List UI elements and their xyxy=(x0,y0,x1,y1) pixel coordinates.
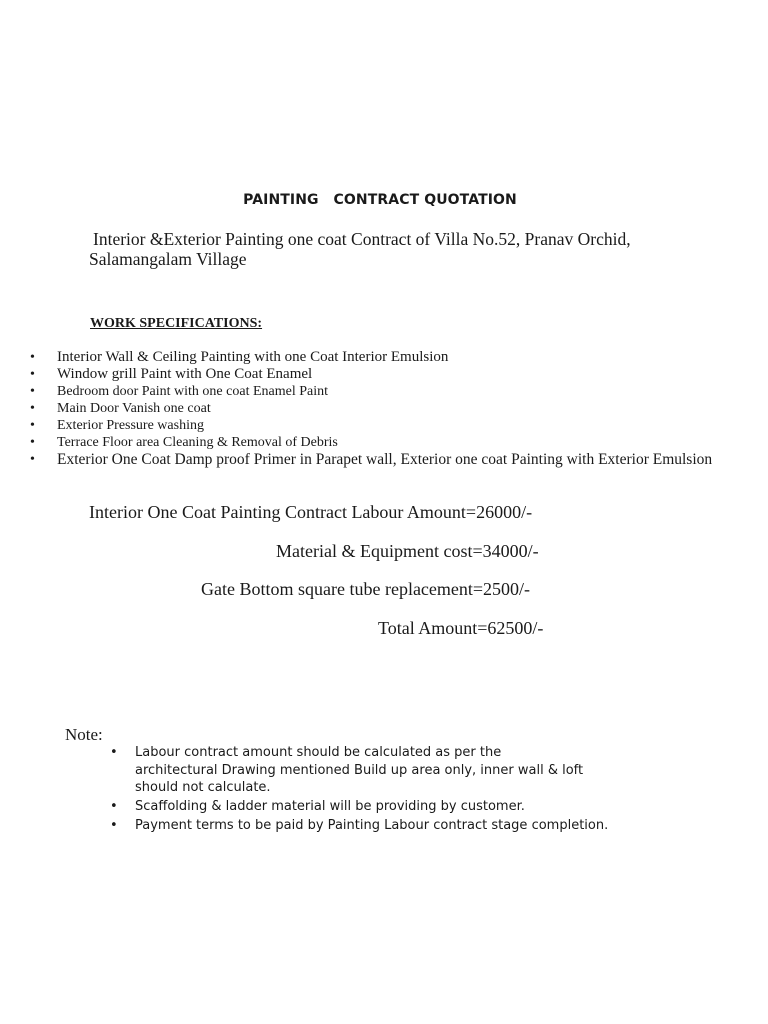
list-item xyxy=(30,383,712,400)
specifications-list xyxy=(30,349,712,468)
list-item xyxy=(30,349,712,366)
labour-amount: Interior One Coat Painting Contract Labour Amount=26000/- xyxy=(89,502,533,522)
specification-text: Exterior Pressure washing xyxy=(57,418,204,433)
list-item xyxy=(110,744,585,797)
bullet-icon: • xyxy=(30,418,35,433)
bullet-icon: • xyxy=(30,435,35,450)
bullet-icon: • xyxy=(30,452,35,467)
list-item xyxy=(30,417,712,434)
document-subtitle xyxy=(89,230,689,269)
notes-list xyxy=(110,744,610,836)
bullet-icon: • xyxy=(30,401,35,416)
note-text: Scaffolding & ladder material will be providing by customer. xyxy=(135,799,525,814)
subtitle-line-2: Salamangalam Village xyxy=(89,248,247,269)
list-item xyxy=(30,434,712,451)
note-text: Labour contract amount should be calculated as per the architectural Drawing mentioned Build up area only, inner wall & loft should not calculate. xyxy=(135,745,584,795)
bullet-icon: • xyxy=(30,384,35,399)
note-text: Payment terms to be paid by Painting Labour contract stage completion. xyxy=(135,818,609,833)
note-label: Note: xyxy=(65,725,103,744)
material-amount: Material & Equipment cost=34000/- xyxy=(276,541,539,561)
list-item xyxy=(30,366,712,383)
specification-text: Main Door Vanish one coat xyxy=(57,401,211,416)
list-item xyxy=(30,400,712,417)
bullet-icon: • xyxy=(110,745,118,760)
gate-amount: Gate Bottom square tube replacement=2500/- xyxy=(201,579,531,599)
specification-text: Interior Wall & Ceiling Painting with one Coat Interior Emulsion xyxy=(57,349,449,365)
list-item xyxy=(110,817,610,835)
specification-text: Bedroom door Paint with one coat Enamel Paint xyxy=(57,384,329,399)
list-item xyxy=(30,451,712,468)
specification-text: Exterior One Coat Damp proof Primer in Parapet wall, Exterior one coat Painting with Exterior Emulsion xyxy=(57,451,713,468)
bullet-icon: • xyxy=(30,367,35,382)
subtitle-line-1: Interior &Exterior Painting one coat Contract of Villa No.52, Pranav Orchid, xyxy=(93,229,631,249)
bullet-icon: • xyxy=(110,818,118,833)
specification-text: Terrace Floor area Cleaning & Removal of Debris xyxy=(57,435,338,450)
bullet-icon: • xyxy=(30,350,35,365)
specification-text: Window grill Paint with One Coat Enamel xyxy=(57,366,313,382)
bullet-icon: • xyxy=(110,799,118,814)
specifications-heading: WORK SPECIFICATIONS: xyxy=(90,316,263,331)
document-title: PAINTING CONTRACT QUOTATION xyxy=(243,192,517,208)
total-amount: Total Amount=62500/- xyxy=(378,618,544,638)
list-item xyxy=(110,798,610,816)
